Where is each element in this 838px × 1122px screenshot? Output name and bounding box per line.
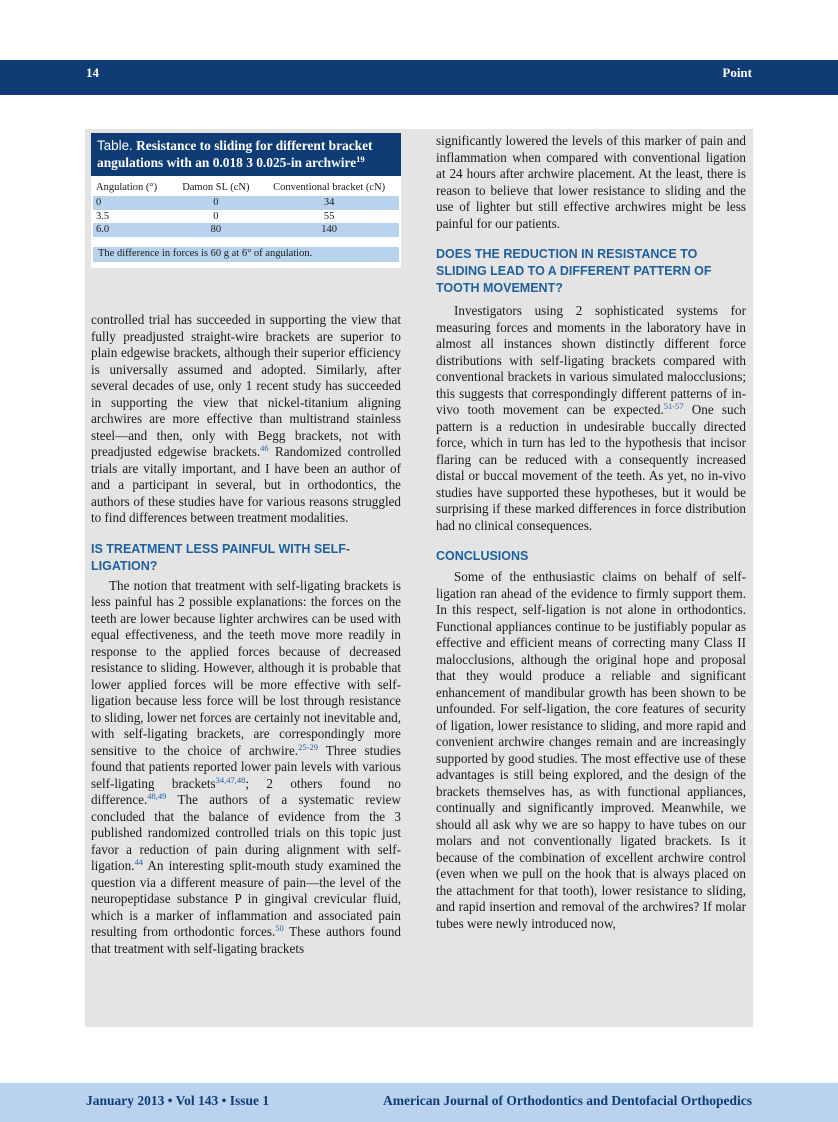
table-cell: 55 [323,210,335,222]
table-header-row [93,178,399,196]
citation: 48,49 [147,791,167,801]
text-run: controlled trial has succeeded in supporting the view that fully preadjusted straight-wire brackets are superior to plain edgewise brackets, although their superior efficiency is universally assumed and adopted. Similarly, after several decades of use, only 1 recent study has succeeded in supporting the view that nickel-titanium aligning archwires are more effective than multistrand stainless steel—and then, only with Begg brackets, not with preadjusted edgewise brackets. [91,312,401,459]
resistance-table [93,178,399,237]
section-label: Point [722,65,752,80]
table-label: Table. [97,138,133,153]
text-run: Randomized controlled trials are vitally important, and I have been an author of and a participant in several, but in orthodontics, the authors of these studies have for various reasons struggled to find differences between treatment modalities. [91,444,401,525]
text-run: An interesting split-mouth study examined the question via a different measure of pain—the level of the neuropeptidase substance P in gingival crevicular fluid, which is a marker of inflammation and associated pain resulting from orthodontic forces. [91,858,401,939]
citation: 25-29 [298,741,318,752]
page-footer [0,1083,838,1122]
table-row [93,196,399,210]
table-reference: 19 [356,154,365,164]
paragraph: significantly lowered the levels of this marker of pain and inflammation when compared with conventional ligation at 24 hours after archwire placement. At the least, there is reason to believe that lower resistance to sliding and the use of lighter but still effective archwires might be less painful for our patients. [436,133,746,231]
text-run: The notion that treatment with self-ligating brackets is less painful has 2 possible explanations: the forces on the teeth are lower because lighter archwires can be used with equal effectiveness, and the teeth move more readily in response to the applied forces because of decreased resistance to sliding. However, although it is probable that lower applied forces will be more effective with self-ligation because less force will be lost through resistance to sliding, lower net forces are certainly not inevitable and, with self-ligating brackets, are correspondingly more sensitive to the choice of archwire. [91,577,401,758]
table-title [91,133,401,176]
table-cell: 6.0 [93,223,172,237]
text-run: Three studies found that patients reported lower pain levels with various self-ligating brackets [91,742,401,791]
column-header: Angulation (°) [96,181,158,193]
journal-name: American Journal of Orthodontics and Dentofacial Orthopedics [383,1093,752,1108]
section-heading: IS TREATMENT LESS PAINFUL WITH SELF-LIGATION? [91,541,351,573]
section-heading: CONCLUSIONS [436,549,529,563]
table-cell: 3.5 [96,210,110,222]
text-run: These authors found that treatment with self-ligating brackets [91,924,401,956]
article-panel [85,129,753,1027]
citation: 51-57 [663,401,684,411]
table-cell: 80 [172,223,259,237]
right-column [436,133,746,932]
text-run: One such pattern is a reduction in undesirable buccally directed force, which in turn has led to the hypothesis that incisor flaring can be reduced with a consequently increased distal or buccal movement of the teeth. As yet, no in-vivo studies have supported these hypotheses, but it would be surprising if these marked differences in force distribution had no clinical consequences. [436,402,746,533]
table-cell: 140 [259,223,399,237]
column-header: Conventional bracket (cN) [273,181,386,193]
table-row [93,223,399,237]
page-number: 14 [86,65,99,80]
left-column [91,312,401,957]
citation: 50 [275,923,284,933]
table-title-text: Resistance to sliding for different bracket angulations with an 0.018 3 0.025-in archwire [97,138,373,170]
table-note: The difference in forces is 60 g at 6° of angulation. [93,247,399,262]
table-row [93,210,399,224]
column-header: Damon SL (cN) [182,181,250,193]
citation: 46 [260,443,269,453]
page-header [0,60,838,95]
data-table [91,133,401,268]
table-cell: 0 [93,196,172,210]
section-heading: DOES THE REDUCTION IN RESISTANCE TO SLIDING LEAD TO A DIFFERENT PATTERN OF TOOTH MOVEMENT? [436,247,712,295]
issue-info: January 2013 • Vol 143 • Issue 1 [86,1093,270,1108]
citation: 34,47,48 [215,774,246,785]
text-run: ; 2 others found no difference. [91,775,402,807]
paragraph [91,578,401,958]
text-run: Investigators using 2 sophisticated systems for measuring forces and moments in the laboratory have in almost all instances shown distinctly different force distributions with self-ligating brackets compared with conventional brackets in various simulated malocclusions; this suggests that correspondingly different patterns of in-vivo tooth movement can be expected. [436,303,746,417]
table-cell: 34 [259,196,399,210]
table-cell: 0 [172,196,259,210]
paragraph [91,312,401,527]
table-cell: 0 [213,210,219,222]
paragraph: Some of the enthusiastic claims on behalf of self-ligation ran ahead of the evidence to firmly support them. In this respect, self-ligation is not alone in orthodontics. Functional appliances continue to be justifiably popular as effective and efficient means of correcting many Class II malocclusions, although the original hope and proposal that they would produce a reliable and significant enhancement of mandibular growth has been shown to be unfounded. For self-ligation, the core features of security of ligation, lower resistance to sliding, and more rapid and convenient archwire changes remain and are increasingly supported by good studies. The most effective use of these advantages is still being explored, and the design of the brackets themselves has, as with functional appliances, continually and significantly improved. Meanwhile, we should all ask why we are so happy to have tubes on our molars and not conventionally ligated brackets. Is it because of the combination of excellent archwire control (even when we pull on the hook that is always placed on the attachment for that tooth), lower resistance to sliding, and rapid insertion and removal of the archwires? If molar tubes were newly introduced now, [436,569,746,931]
paragraph [436,303,746,534]
text-run: The authors of a systematic review concluded that the balance of evidence from the 3 published randomized controlled trials on this topic just favor a reduction of pain during alignment with self-ligation. [91,792,401,873]
citation: 44 [134,857,143,867]
